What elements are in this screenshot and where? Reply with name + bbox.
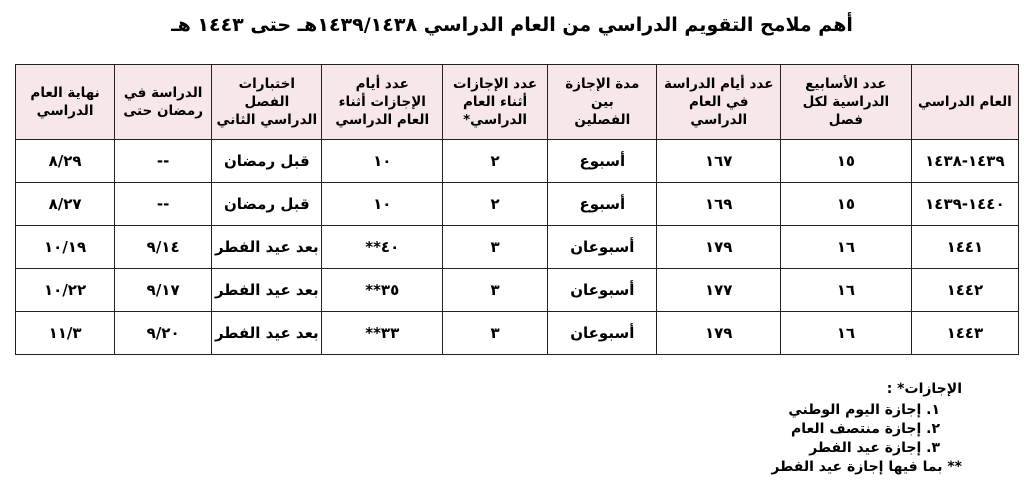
note-item: ٢. إجازة منتصف العام [791, 421, 940, 437]
header-second-term-exams: اختبارات الفصل الدراسي الثاني [212, 65, 322, 140]
cell-holidays-count: ٢ [442, 140, 547, 183]
cell-weeks-per-term: ١٦ [781, 226, 912, 269]
cell-study-days: ١٧٧ [657, 269, 781, 312]
cell-year-end: ١٠/٢٢ [16, 269, 115, 312]
calendar-table [15, 64, 1019, 355]
cell-weeks-per-term: ١٦ [781, 269, 912, 312]
cell-holiday-days: ٣٥** [322, 269, 443, 312]
cell-second-term-exams: بعد عيد الفطر [212, 226, 322, 269]
table-row [16, 183, 1019, 226]
cell-weeks-per-term: ١٥ [781, 140, 912, 183]
table-row [16, 140, 1019, 183]
cell-second-term-exams: بعد عيد الفطر [212, 312, 322, 355]
cell-academic-year: ١٤٤٠-١٤٣٩ [911, 183, 1018, 226]
cell-weeks-per-term: ١٦ [781, 312, 912, 355]
header-holidays-count: عدد الإجازات أثناء العام الدراسي* [442, 65, 547, 140]
table-row [16, 226, 1019, 269]
cell-study-days: ١٧٩ [657, 312, 781, 355]
cell-holidays-count: ٣ [442, 312, 547, 355]
table-header-row [16, 65, 1019, 140]
cell-academic-year: ١٤٤٢ [911, 269, 1018, 312]
cell-holidays-count: ٣ [442, 226, 547, 269]
cell-academic-year: ١٤٣٩-١٤٣٨ [911, 140, 1018, 183]
header-study-days: عدد أيام الدراسة في العام الدراسي [657, 65, 781, 140]
cell-year-end: ٨/٢٩ [16, 140, 115, 183]
cell-study-days: ١٧٩ [657, 226, 781, 269]
note-item: ١. إجازة اليوم الوطني [788, 402, 940, 418]
page-title: أهم ملامح التقويم الدراسي من العام الدراسي ١٤٣٩/١٤٣٨هـ حتى ١٤٤٣ هـ [171, 14, 853, 36]
table-row [16, 312, 1019, 355]
table-row [16, 269, 1019, 312]
cell-holiday-days: ٤٠** [322, 226, 443, 269]
cell-holidays-count: ٣ [442, 269, 547, 312]
cell-break-between-terms: أسبوع [548, 183, 657, 226]
cell-year-end: ١١/٣ [16, 312, 115, 355]
cell-holidays-count: ٢ [442, 183, 547, 226]
cell-holiday-days: ٣٣** [322, 312, 443, 355]
cell-break-between-terms: أسبوع [548, 140, 657, 183]
cell-year-end: ١٠/١٩ [16, 226, 115, 269]
cell-holiday-days: ١٠ [322, 140, 443, 183]
cell-study-days: ١٦٩ [657, 183, 781, 226]
cell-study-days: ١٦٧ [657, 140, 781, 183]
header-break-between-terms: مدة الإجازة بين الفصلين [548, 65, 657, 140]
cell-break-between-terms: أسبوعان [548, 312, 657, 355]
cell-ramadan-study: ٩/١٤ [115, 226, 212, 269]
note-item: ٣. إجازة عيد الفطر [809, 440, 940, 456]
cell-second-term-exams: بعد عيد الفطر [212, 269, 322, 312]
header-academic-year: العام الدراسي [911, 65, 1018, 140]
cell-academic-year: ١٤٤١ [911, 226, 1018, 269]
holidays-notes [542, 380, 962, 477]
cell-weeks-per-term: ١٥ [781, 183, 912, 226]
header-weeks-per-term: عدد الأسابيع الدراسية لكل فصل [781, 65, 912, 140]
header-holiday-days: عدد أيام الإجازات أثناء العام الدراسي [322, 65, 443, 140]
cell-ramadan-study: ٩/٢٠ [115, 312, 212, 355]
header-ramadan-study: الدراسة في رمضان حتى [115, 65, 212, 140]
notes-footnote: ** بما فيها إجازة عيد الفطر [771, 459, 962, 475]
cell-ramadan-study: -- [115, 140, 212, 183]
cell-year-end: ٨/٢٧ [16, 183, 115, 226]
cell-academic-year: ١٤٤٣ [911, 312, 1018, 355]
cell-second-term-exams: قبل رمضان [212, 140, 322, 183]
cell-holiday-days: ١٠ [322, 183, 443, 226]
header-year-end: نهاية العام الدراسي [16, 65, 115, 140]
cell-second-term-exams: قبل رمضان [212, 183, 322, 226]
cell-ramadan-study: ٩/١٧ [115, 269, 212, 312]
cell-ramadan-study: -- [115, 183, 212, 226]
notes-heading: الإجازات* : [886, 381, 962, 397]
cell-break-between-terms: أسبوعان [548, 269, 657, 312]
cell-break-between-terms: أسبوعان [548, 226, 657, 269]
